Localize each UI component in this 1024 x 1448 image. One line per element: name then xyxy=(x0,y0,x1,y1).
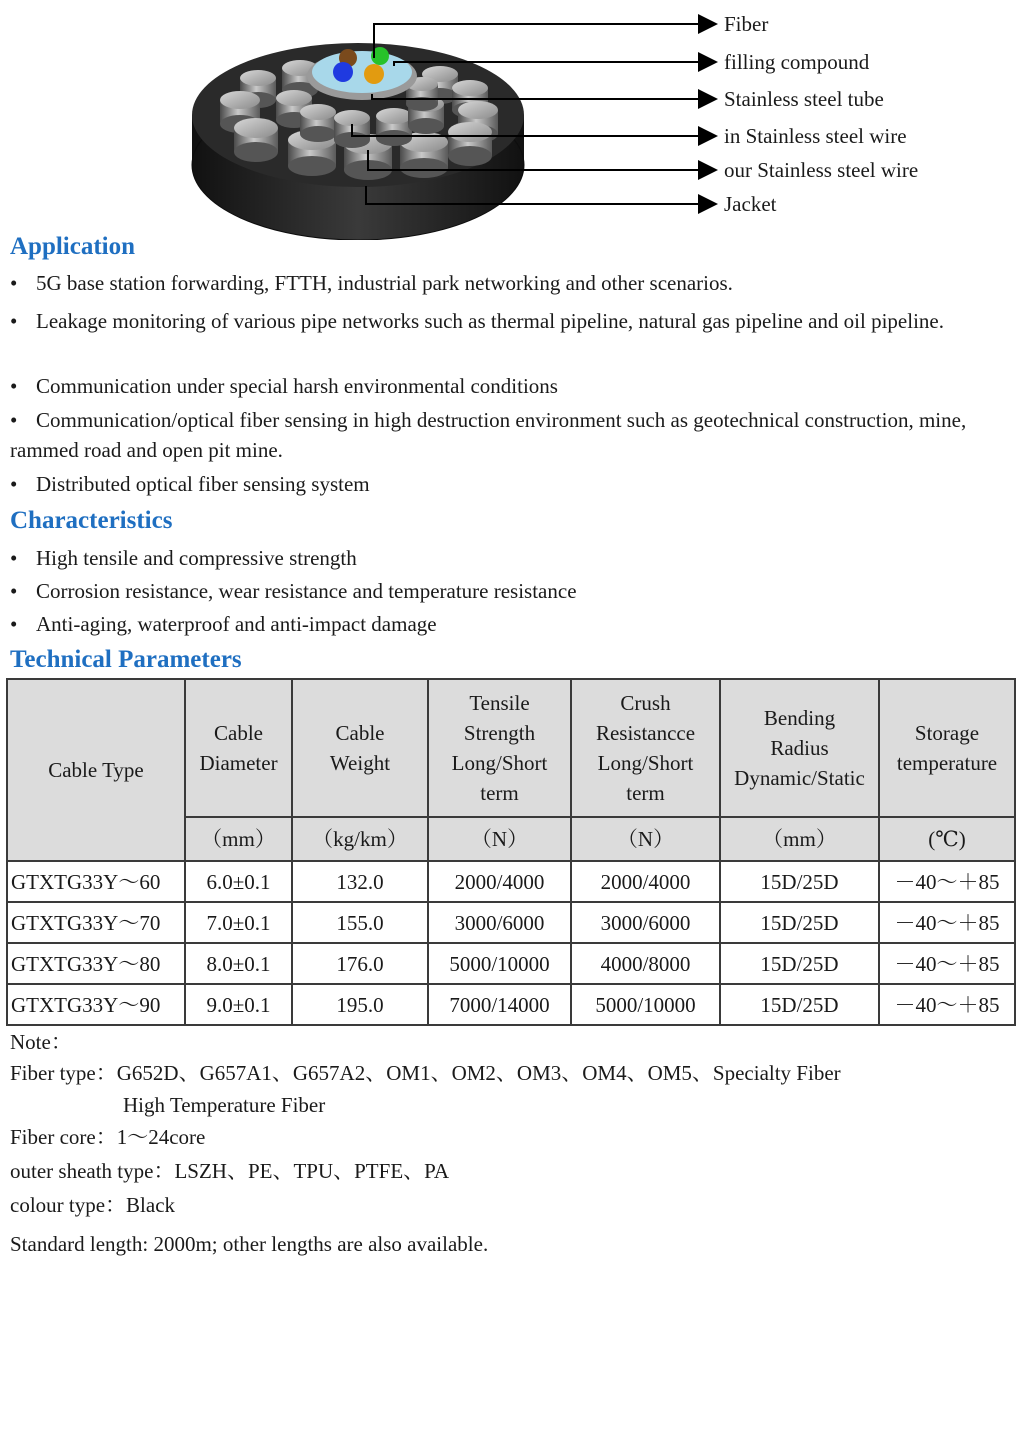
table-cell: 15D/25D xyxy=(720,984,879,1025)
header-crush-resistance xyxy=(571,679,720,817)
callout-stainless-steel-tube: Stainless steel tube xyxy=(724,87,884,111)
unit-cell: (℃) xyxy=(879,817,1015,861)
note-standard-length: Standard length: 2000m; other lengths are also available. xyxy=(10,1232,489,1256)
header-bending-radius xyxy=(720,679,879,817)
header-line: Storage xyxy=(914,721,980,745)
header-line: Cable xyxy=(335,721,385,745)
application-item-text: Communication/optical fiber sensing in high destruction environment such as geotechnical construction, mine, rammed road and open pit mine. xyxy=(10,408,967,462)
table-cell: 176.0 xyxy=(292,943,428,984)
unit-cell: （kg/km） xyxy=(292,817,428,861)
application-item xyxy=(10,371,1010,401)
table-row xyxy=(7,861,1015,902)
technical-parameters-heading: Technical Parameters xyxy=(10,646,242,673)
table-cell: 9.0±0.1 xyxy=(185,984,292,1025)
application-item xyxy=(10,268,1010,298)
characteristics-item-text: High tensile and compressive strength xyxy=(36,546,357,570)
table-cell: 4000/8000 xyxy=(571,943,720,984)
table-cell: 15D/25D xyxy=(720,861,879,902)
application-item-text: Leakage monitoring of various pipe networks such as thermal pipeline, natural gas pipeline and oil pipeline. xyxy=(36,309,944,333)
note-fiber-type: Fiber type：G652D、G657A1、G657A2、OM1、OM2、OM3、OM4、OM5、Specialty Fiber xyxy=(10,1061,841,1085)
unit-cell: （N） xyxy=(428,817,571,861)
callout-outer-steel-wire: our Stainless steel wire xyxy=(724,158,919,182)
characteristics-item xyxy=(10,543,1010,573)
table-cell: 8.0±0.1 xyxy=(185,943,292,984)
application-item xyxy=(10,405,1010,465)
header-line: temperature xyxy=(896,751,998,775)
characteristics-item-text: Anti-aging, waterproof and anti-impact damage xyxy=(36,612,437,636)
table-cell: 2000/4000 xyxy=(571,861,720,902)
characteristics-item xyxy=(10,576,1010,606)
header-cable-diameter xyxy=(185,679,292,817)
table-cell: 6.0±0.1 xyxy=(185,861,292,902)
table-cell: －40～＋85 xyxy=(879,902,1015,943)
table-cell: 7000/14000 xyxy=(428,984,571,1025)
bullet-dot: • xyxy=(10,309,18,333)
application-item-text: Distributed optical fiber sensing system xyxy=(36,472,370,496)
table-cell: 155.0 xyxy=(292,902,428,943)
table-cell: 195.0 xyxy=(292,984,428,1025)
header-line: Weight xyxy=(329,751,391,775)
header-line: Long/Short xyxy=(597,751,694,775)
application-item xyxy=(10,469,1010,499)
note-label: Note： xyxy=(10,1030,72,1054)
characteristics-item xyxy=(10,609,1010,639)
bullet-dot: • xyxy=(10,408,18,432)
table-cell: 3000/6000 xyxy=(428,902,571,943)
callout-jacket: Jacket xyxy=(724,192,777,216)
callout-filling-compound: filling compound xyxy=(724,50,870,74)
header-line: Diameter xyxy=(199,751,278,775)
application-item xyxy=(10,306,1010,336)
header-line: term xyxy=(626,781,665,805)
application-item-text: 5G base station forwarding, FTTH, industrial park networking and other scenarios. xyxy=(36,271,733,295)
header-line: Tensile xyxy=(469,691,530,715)
header-line: Strength xyxy=(463,721,536,745)
table-cell: GTXTG33Y～70 xyxy=(7,902,185,943)
table-cell: 5000/10000 xyxy=(571,984,720,1025)
characteristics-heading: Characteristics xyxy=(10,507,173,534)
table-cell: GTXTG33Y～90 xyxy=(7,984,185,1025)
bullet-dot: • xyxy=(10,579,18,603)
table-row xyxy=(7,984,1015,1025)
header-line: Bending xyxy=(763,706,836,730)
header-line: Cable xyxy=(214,721,263,745)
table-cell: 7.0±0.1 xyxy=(185,902,292,943)
table-cell: 3000/6000 xyxy=(571,902,720,943)
table-cell: 15D/25D xyxy=(720,902,879,943)
application-heading: Application xyxy=(10,233,136,260)
header-storage-temperature xyxy=(879,679,1015,817)
table-cell: 5000/10000 xyxy=(428,943,571,984)
header-line: Dynamic/Static xyxy=(734,766,865,790)
table-cell: 132.0 xyxy=(292,861,428,902)
table-cell: 2000/4000 xyxy=(428,861,571,902)
table-cell: －40～＋85 xyxy=(879,984,1015,1025)
table-row xyxy=(7,902,1015,943)
table-cell: GTXTG33Y～60 xyxy=(7,861,185,902)
header-line: Resistancce xyxy=(595,721,696,745)
technical-parameters-table xyxy=(6,678,1016,1026)
header-line: Long/Short xyxy=(451,751,548,775)
bullet-dot: • xyxy=(10,271,18,295)
bullet-dot: • xyxy=(10,546,18,570)
header-line: Crush xyxy=(620,691,671,715)
unit-cell: （mm） xyxy=(720,817,879,861)
header-line: Radius xyxy=(770,736,829,760)
unit-cell: （mm） xyxy=(185,817,292,861)
note-fiber-type-continued: High Temperature Fiber xyxy=(123,1093,326,1117)
header-tensile-strength xyxy=(428,679,571,817)
unit-cell: （N） xyxy=(571,817,720,861)
header-cable-weight xyxy=(292,679,428,817)
note-colour-type: colour type：Black xyxy=(10,1193,176,1217)
header-line: term xyxy=(480,781,519,805)
table-row xyxy=(7,943,1015,984)
header-cable-type: Cable Type xyxy=(7,679,185,861)
bullet-dot: • xyxy=(10,612,18,636)
characteristics-item-text: Corrosion resistance, wear resistance and temperature resistance xyxy=(36,579,577,603)
callout-fiber: Fiber xyxy=(724,12,769,36)
bullet-dot: • xyxy=(10,472,18,496)
table-cell: GTXTG33Y～80 xyxy=(7,943,185,984)
note-fiber-core: Fiber core：1～24core xyxy=(10,1125,206,1149)
table-cell: －40～＋85 xyxy=(879,861,1015,902)
note-outer-sheath-type: outer sheath type：LSZH、PE、TPU、PTFE、PA xyxy=(10,1159,450,1183)
table-cell: －40～＋85 xyxy=(879,943,1015,984)
bullet-dot: • xyxy=(10,374,18,398)
table-cell: 15D/25D xyxy=(720,943,879,984)
callout-inner-steel-wire: in Stainless steel wire xyxy=(724,124,907,148)
cable-cross-section-diagram xyxy=(0,0,1024,240)
application-item-text: Communication under special harsh environmental conditions xyxy=(36,374,558,398)
table-header-row xyxy=(7,679,1015,817)
